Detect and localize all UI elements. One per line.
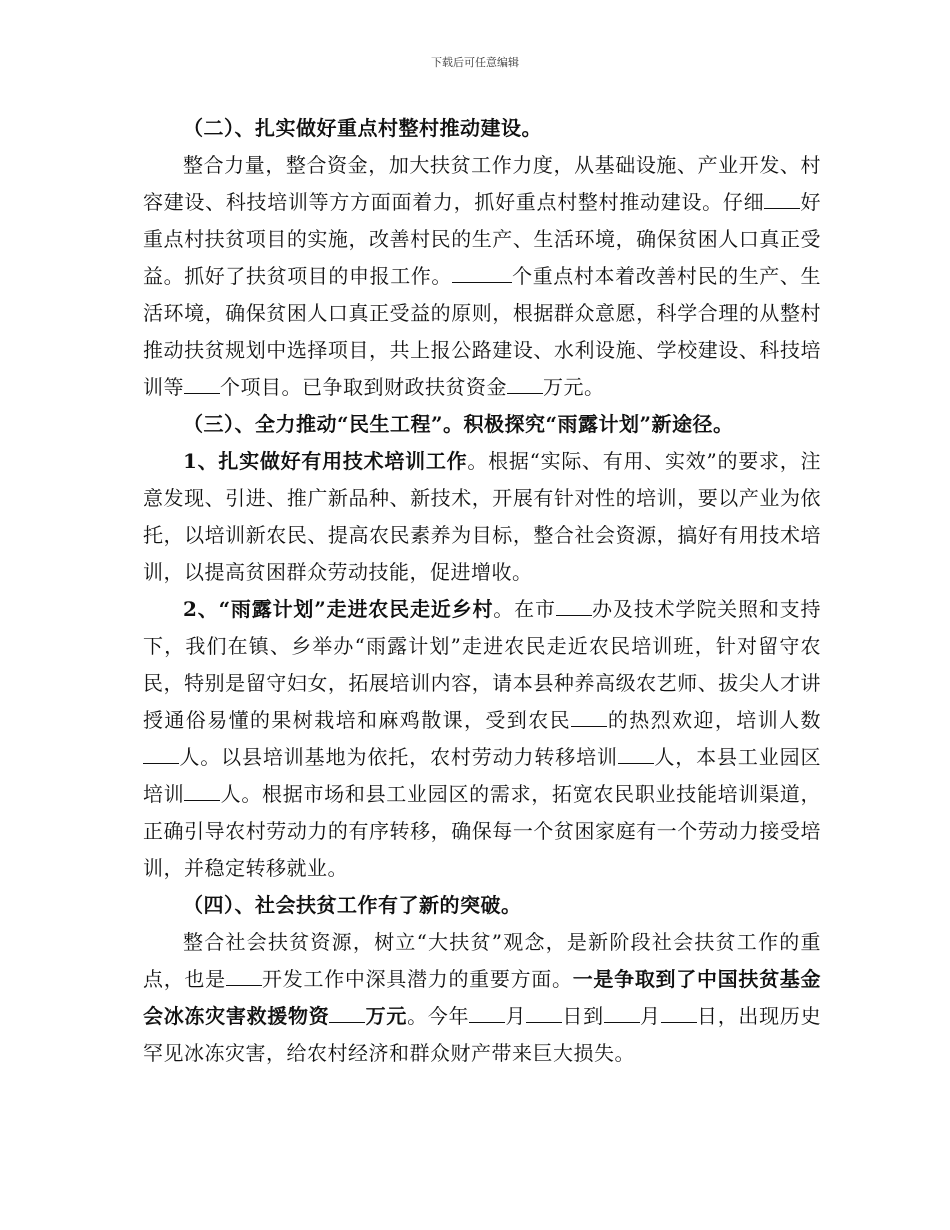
blank-field (556, 597, 592, 616)
blank-field (571, 708, 607, 727)
section-heading-3: （三）、全力推动“民生工程”。积极探究“雨露计划”新途径。 (183, 412, 734, 436)
page-header: 下载后可任意编辑 (431, 56, 519, 69)
blank-field (604, 1004, 640, 1023)
section-heading-4: （四）、社会扶贫工作有了新的突破。 (183, 893, 522, 917)
blank-field (764, 190, 800, 209)
blank-field (507, 375, 543, 394)
blank-field (143, 745, 179, 764)
blank-field (329, 1004, 365, 1023)
document-body (143, 110, 821, 1072)
section-heading-2: （二）、扎实做好重点村整村推动建设。 (183, 116, 542, 140)
blank-field (661, 1004, 697, 1023)
section-4-paragraph: 整合社会扶贫资源，树立“大扶贫”观念，是新阶段社会扶贫工作的重点，也是 开发工作中深具潜力的重要方面。一是争取到了中国扶贫基金会冰冻灾害救援物资 万元。今年 月 日到 月 日，出现历史罕见冰冻灾害，给农村经济和群众财产带来巨大损失。 (143, 930, 822, 1065)
blank-field (618, 745, 654, 764)
blank-field (469, 1004, 505, 1023)
section-3-item-2: 2、“雨露计划”走进农民走近乡村。在市 办及技术学院关照和支持下，我们在镇、乡举办“雨露计划”走进农民走近农民培训班，针对留守农民，特别是留守妇女，拓展培训内容，请本县种养高级农艺师、拔尖人才讲授通俗易懂的果树栽培和麻鸡散课，受到农民 的热烈欢迎，培训人数人。以县培训基地为依托，农村劳动力转移培训 人，本县工业园区培训 人。根据市场和县工业园区的需求，拓宽农民职业技能培训渠道，正确引导农村劳动力的有序转移，确保每一个贫困家庭有一个劳动力接受培训，并稳定转移就业。 (143, 597, 822, 880)
section-3-item-1: 1、扎实做好有用技术培训工作。根据“实际、有用、实效”的要求，注意发现、引进、推广新品种、新技术，开展有针对性的培训，要以产业为依托，以培训新农民、提高农民素养为目标，整合社会资源，搞好有用技术培训，以提高贫困群众劳动技能，促进增收。 (143, 449, 821, 584)
section-2-paragraph: 整合力量，整合资金，加大扶贫工作力度，从基础设施、产业开发、村容建设、科技培训等方方面面着力，抓好重点村整村推动建设。仔细 好重点村扶贫项目的实施，改善村民的生产、生活环境，确保贫困人口真正受益。抓好了扶贫项目的申报工作。 个重点村本着改善村民的生产、生活环境，确保贫困人口真正受益的原则，根据群众意愿，科学合理的从整村推动扶贫规划中选择项目，共上报公路建设、水利设施、学校建设、科技培训等 个项目。已争取到财政扶贫资金 万元。 (143, 153, 822, 399)
blank-field (452, 264, 512, 283)
blank-field (226, 967, 262, 986)
blank-field (184, 782, 220, 801)
blank-field (184, 375, 220, 394)
blank-field (526, 1004, 562, 1023)
